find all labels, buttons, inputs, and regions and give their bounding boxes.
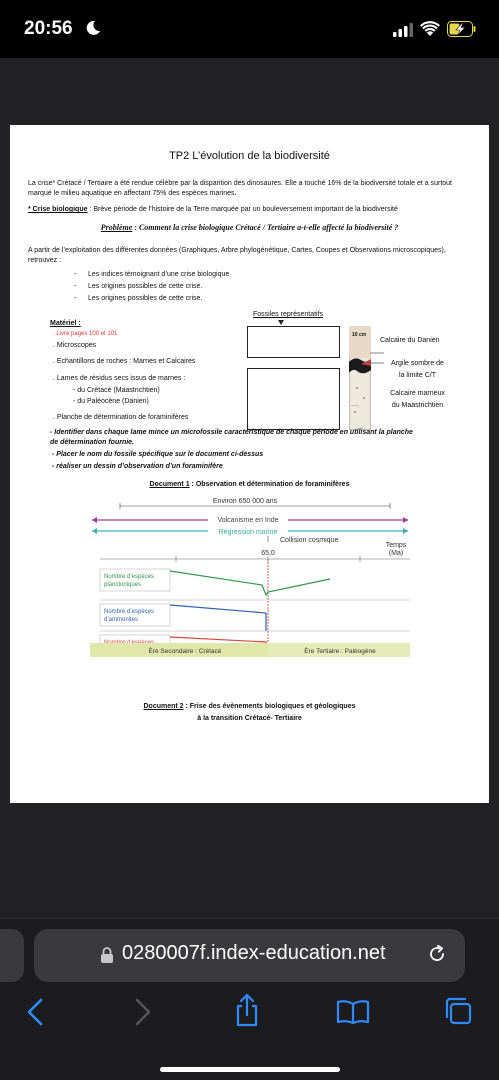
column-label-danien: Calcaire du Danien: [380, 337, 440, 344]
row-label-planctoniques: Nombre d’espèces: [104, 574, 155, 580]
document-1-caption: [10, 481, 489, 488]
frise-volcanism: Volcanisme en Inde: [217, 517, 279, 524]
fossil-box-maastrichtien: [247, 368, 340, 430]
material-item: . Echantillons de roches : Marnes et Calcaires: [53, 358, 196, 365]
material-subitem: - du Crétacé (Maastrichtien): [73, 387, 160, 394]
material-title: Matériel :: [50, 320, 81, 327]
fossil-box-danien: [247, 326, 340, 358]
document-2-caption-line2: à la transition Crétacé- Tertiaire: [197, 715, 302, 722]
crisis-definition-text: : Brève période de l’histoire de la Terre marquée par un bouleversement important de la biodiversité: [87, 206, 398, 213]
reload-icon[interactable]: [426, 943, 448, 965]
column-scale: 10 cm: [352, 332, 367, 338]
column-label-argile-2: la limite C/T: [399, 372, 436, 379]
url-text: 0280007f.index-education.net: [122, 942, 386, 964]
row-label-ammonites: Nombre d’espèces: [104, 609, 155, 615]
frise-duration: Environ 650 000 ans: [212, 498, 278, 505]
instruction-line: - Identifier dans chaque lame mince un microfossile caractéristique de chaque période en utilisant la planche: [50, 429, 413, 436]
task-item: - Les origines possibles de cette crise.: [88, 283, 202, 290]
row-label-ammonites-2: d’ammonites: [104, 617, 139, 623]
instruction-line: - Placer le nom du fossile spécifique sur le document ci-dessus: [52, 451, 264, 458]
frise-collision: Collision cosmique: [280, 537, 339, 544]
material-subitem: - du Paléocène (Danien): [73, 398, 149, 405]
wifi-icon: [420, 21, 440, 37]
cellular-signal-icon: [393, 23, 413, 37]
document-2-label: Document 2: [143, 703, 184, 710]
material-item: . Planche de détermination de foraminifères: [53, 414, 189, 421]
crisis-definition: [28, 206, 398, 213]
frise-tick: 65,0: [261, 550, 275, 557]
lock-icon: [100, 947, 114, 963]
document-1-text: : Observation et détermination de foraminifères: [189, 481, 350, 488]
back-icon[interactable]: [26, 997, 44, 1027]
status-bar: [0, 0, 499, 58]
document-1-label: Document 1: [149, 481, 190, 488]
status-time: 20:56: [24, 18, 73, 39]
tabs-icon[interactable]: [443, 996, 473, 1026]
document-viewer[interactable]: [0, 58, 499, 918]
frise-regression: Régression marine: [218, 529, 278, 536]
browser-toolbar: [0, 918, 499, 1080]
problem-text: : Comment la crise biologique Crétacé / Tertiaire a-t-elle affecté la biodiversité ?: [132, 223, 399, 232]
frise-time-unit: (Ma): [388, 550, 404, 557]
column-label-argile: Argile sombre de: [391, 360, 444, 367]
bookmarks-icon[interactable]: [336, 999, 370, 1025]
column-label-calcaire: Calcaire marneux: [390, 390, 445, 397]
forward-icon[interactable]: [134, 997, 152, 1027]
problem-statement: [10, 223, 489, 232]
fossils-title: Fossiles représentatifs: [253, 311, 324, 318]
document-title: TP2 L’évolution de la biodiversité: [169, 150, 330, 162]
era-secondaire: Ère Secondaire : Crétacé: [148, 648, 222, 655]
document-2-text: : Frise des évènements biologiques et géologiques: [183, 703, 356, 710]
moon-icon: [85, 20, 101, 36]
problem-label: Problème: [100, 223, 133, 232]
era-tertiaire: Ère Tertiaire : Paléogène: [304, 648, 376, 655]
crisis-term: * Crise biologique: [28, 206, 88, 213]
address-bar[interactable]: [34, 929, 465, 982]
instruction-line: - réaliser un dessin d’observation d’un foraminifère: [52, 463, 223, 470]
material-item: . Microscopes: [53, 342, 97, 349]
document-page[interactable]: [10, 125, 489, 803]
row-label-planctoniques-2: planctoniques: [104, 582, 142, 588]
document-2-caption: [10, 703, 489, 710]
column-label-calcaire-2: du Maastrichtien: [391, 402, 444, 409]
previous-tab-preview[interactable]: [0, 929, 24, 982]
intro-paragraph: La crise* Crétacé / Tertiaire a été rendue célèbre par la disparition des dinosaures. Elle a touché 16% de la biodiversité totale et a surtout marqué le milieu aquatique en affectant 75% des espèces marines.: [28, 180, 453, 197]
frise-time-label: Temps: [385, 542, 407, 549]
task-item: - Les origines possibles de cette crise.: [88, 295, 202, 302]
share-icon[interactable]: [233, 993, 261, 1027]
stratigraphic-column: [349, 326, 371, 430]
task-item: - Les indices témoignant d’une crise biologique: [88, 271, 229, 278]
home-indicator: [160, 1067, 340, 1072]
timeline-figure: [90, 495, 410, 657]
material-reference: . Livre pages 100 et 101: [53, 331, 118, 337]
instruction-line: de détermination fournie.: [50, 439, 135, 446]
battery-charging-icon: [447, 21, 477, 37]
task-intro: A partir de l’exploitation des différentes données (Graphiques, Arbre phylogénétique, Cartes, Coupes et Observations microscopiques), retrouvez :: [28, 247, 446, 264]
material-item: . Lames de résidus secs issus de marnes :: [53, 375, 186, 382]
